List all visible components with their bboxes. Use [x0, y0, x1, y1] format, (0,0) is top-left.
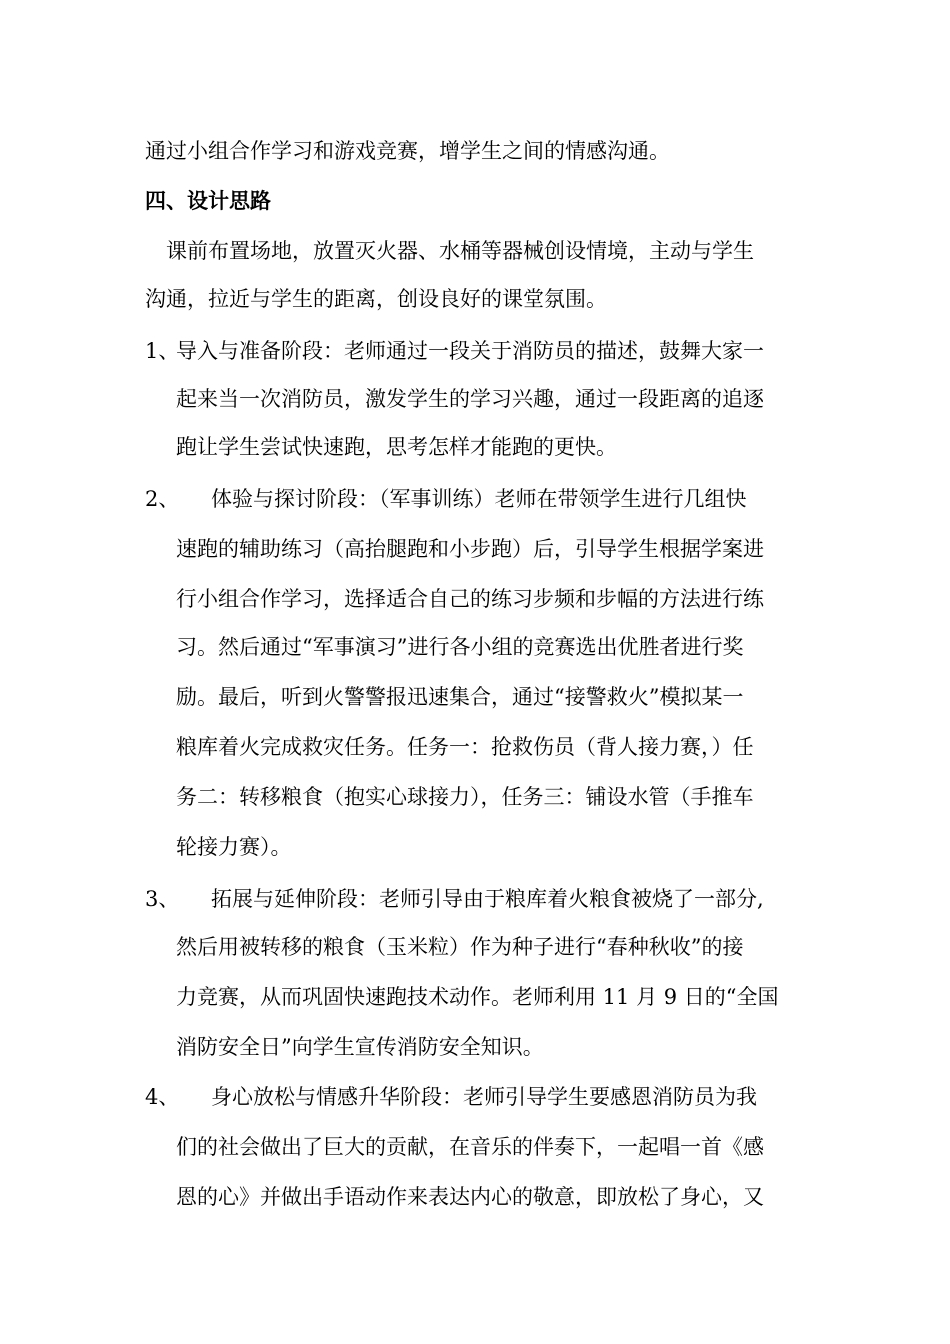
item-line: 跑让学生尝试快速跑，思考怎样才能跑的更快。 — [176, 435, 617, 459]
item-line: 轮接力赛）。 — [176, 835, 292, 859]
item-line: 起来当一次消防员，激发学生的学习兴趣，通过一段距离的追逐 — [176, 387, 764, 411]
item-line: 速跑的辅助练习（高抬腿跑和小步跑）后，引导学生根据学案进 — [176, 537, 764, 561]
item-number: 2、 — [145, 487, 180, 511]
item-line: 行小组合作学习，选择适合自己的练习步频和步幅的方法进行练 — [176, 587, 764, 611]
item-line: 粮库着火完成救灾任务。任务一：抢救伤员（背人接力赛，）任 — [176, 735, 754, 759]
item-line: 恩的心》并做出手语动作来表达内心的敬意，即放松了身心，又 — [176, 1185, 764, 1209]
intro-line-2: 沟通，拉近与学生的距离，创设良好的课堂氛围。 — [145, 287, 607, 311]
item-line: 们的社会做出了巨大的贡献，在音乐的伴奏下，一起唱一首《感 — [176, 1135, 764, 1159]
intro-line-1: 课前布置场地，放置灭火器、水桶等器械创设情境，主动与学生 — [166, 239, 754, 263]
item-line: 导入与准备阶段：老师通过一段关于消防员的描述，鼓舞大家一 — [176, 339, 764, 363]
item-number: 3、 — [145, 887, 180, 911]
item-number: 4、 — [145, 1085, 180, 1109]
item-line: 消防安全日”向学生宣传消防安全知识。 — [176, 1035, 544, 1059]
item-line: 务二：转移粮食（抱实心球接力），任务三：铺设水管（手推车 — [176, 785, 754, 809]
item-line: 身心放松与情感升华阶段：老师引导学生要感恩消防员为我 — [211, 1085, 757, 1109]
item-line: 励。最后，听到火警警报迅速集合，通过“接警救火”模拟某一 — [176, 685, 744, 709]
section-heading: 四、设计思路 — [145, 188, 271, 213]
item-number: 1、 — [145, 339, 180, 363]
item-line: 力竞赛，从而巩固快速跑技术动作。老师利用 11 月 9 日的“全国 — [176, 985, 779, 1009]
item-line: 然后用被转移的粮食（玉米粒）作为种子进行“春种秋收”的接 — [176, 935, 744, 959]
continuation-line: 通过小组合作学习和游戏竞赛，增学生之间的情感沟通。 — [145, 139, 670, 163]
item-line: 习。然后通过“军事演习”进行各小组的竞赛选出优胜者进行奖 — [176, 635, 744, 659]
item-line: 体验与探讨阶段：（军事训练）老师在带领学生进行几组快 — [211, 487, 747, 511]
item-line: 拓展与延伸阶段：老师引导由于粮库着火粮食被烧了一部分, — [211, 887, 764, 911]
